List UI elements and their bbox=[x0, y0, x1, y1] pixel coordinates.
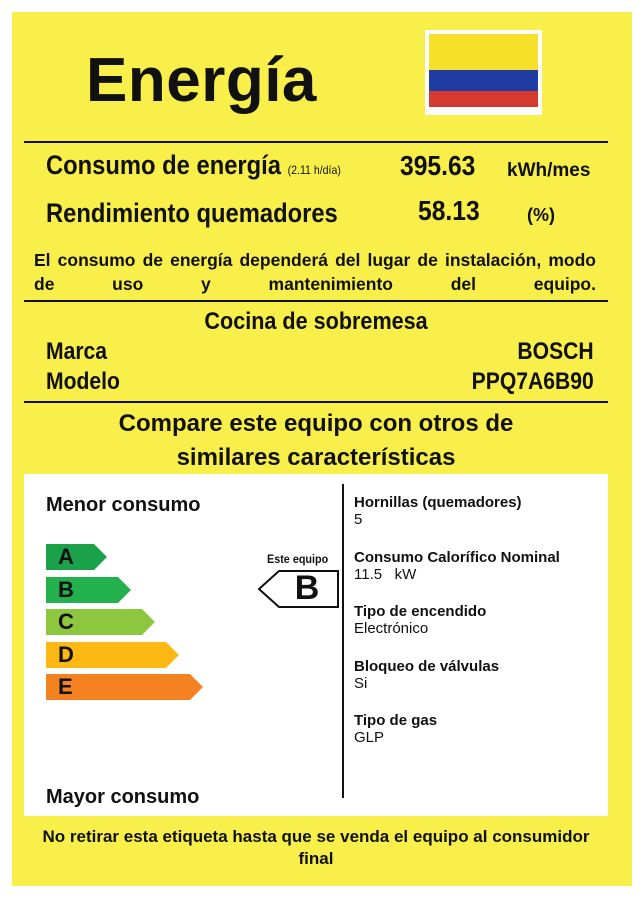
spec-value: 11.5 kW bbox=[354, 565, 417, 583]
colombia-flag-icon bbox=[425, 30, 542, 115]
indicator-class: B bbox=[294, 569, 320, 607]
spec-title: Bloqueo de válvulas bbox=[354, 657, 500, 675]
consumo-row bbox=[46, 150, 341, 181]
compare-line-2: similares características bbox=[176, 444, 456, 471]
compare-text bbox=[24, 407, 608, 475]
spec-title: Tipo de gas bbox=[354, 712, 438, 729]
divider bbox=[24, 401, 608, 403]
indicator-label: Este equipo bbox=[267, 552, 329, 566]
spec-title: Hornillas (quemadores) bbox=[354, 494, 522, 511]
consumo-note: (2.11 h/día) bbox=[287, 163, 341, 177]
spec-title: Tipo de encendido bbox=[354, 603, 487, 620]
spec-value: Electrónico bbox=[354, 620, 429, 637]
scale-letter-c: C bbox=[58, 609, 74, 634]
spec-item bbox=[354, 494, 604, 549]
modelo-label: Modelo bbox=[46, 368, 120, 395]
scale-bar-a bbox=[46, 544, 108, 570]
rendimiento-unit: (%) bbox=[527, 205, 555, 225]
consumo-label: Consumo de energía bbox=[46, 150, 282, 180]
divider bbox=[24, 300, 608, 302]
specs-list bbox=[354, 494, 604, 767]
consumo-unit: kWh/mes bbox=[507, 160, 591, 181]
spec-value: 5 bbox=[354, 511, 363, 528]
spec-item bbox=[354, 712, 604, 767]
spec-item bbox=[354, 658, 604, 713]
rendimiento-value: 58.13 bbox=[418, 195, 480, 226]
spec-title: Consumo Calorífico Nominal bbox=[354, 548, 560, 566]
rendimiento-label: Rendimiento quemadores bbox=[46, 198, 338, 228]
mayor-consumo-label: Mayor consumo bbox=[46, 786, 200, 808]
spec-value: Si bbox=[354, 674, 368, 692]
spec-value: GLP bbox=[354, 729, 385, 746]
label-title: Energía bbox=[86, 46, 317, 115]
comparison-panel bbox=[24, 474, 608, 816]
scale-letter-e: E bbox=[58, 674, 73, 699]
panel-divider bbox=[342, 484, 344, 798]
compare-line-1: Compare este equipo con otros de bbox=[118, 410, 514, 437]
scale-letter-a: A bbox=[58, 544, 74, 569]
disclaimer-text: El consumo de energía dependerá del lugar de instalación, modo de uso y mantenimiento del equipo. bbox=[34, 250, 596, 294]
scale-letter-d: D bbox=[58, 641, 74, 667]
spec-item bbox=[354, 549, 604, 604]
menor-consumo-label: Menor consumo bbox=[46, 494, 201, 516]
marca-label: Marca bbox=[46, 338, 108, 365]
footer-text: No retirar esta etiqueta hasta que se venda el equipo al consumidor final bbox=[42, 827, 590, 868]
scale-letter-b: B bbox=[58, 576, 74, 602]
marca-value: BOSCH bbox=[517, 338, 594, 365]
divider bbox=[24, 141, 608, 143]
product-type-text: Cocina de sobremesa bbox=[204, 308, 428, 335]
spec-item bbox=[354, 603, 604, 658]
consumo-value: 395.63 bbox=[400, 150, 476, 181]
modelo-value: PPQ7A6B90 bbox=[471, 368, 594, 395]
product-type bbox=[24, 308, 608, 336]
